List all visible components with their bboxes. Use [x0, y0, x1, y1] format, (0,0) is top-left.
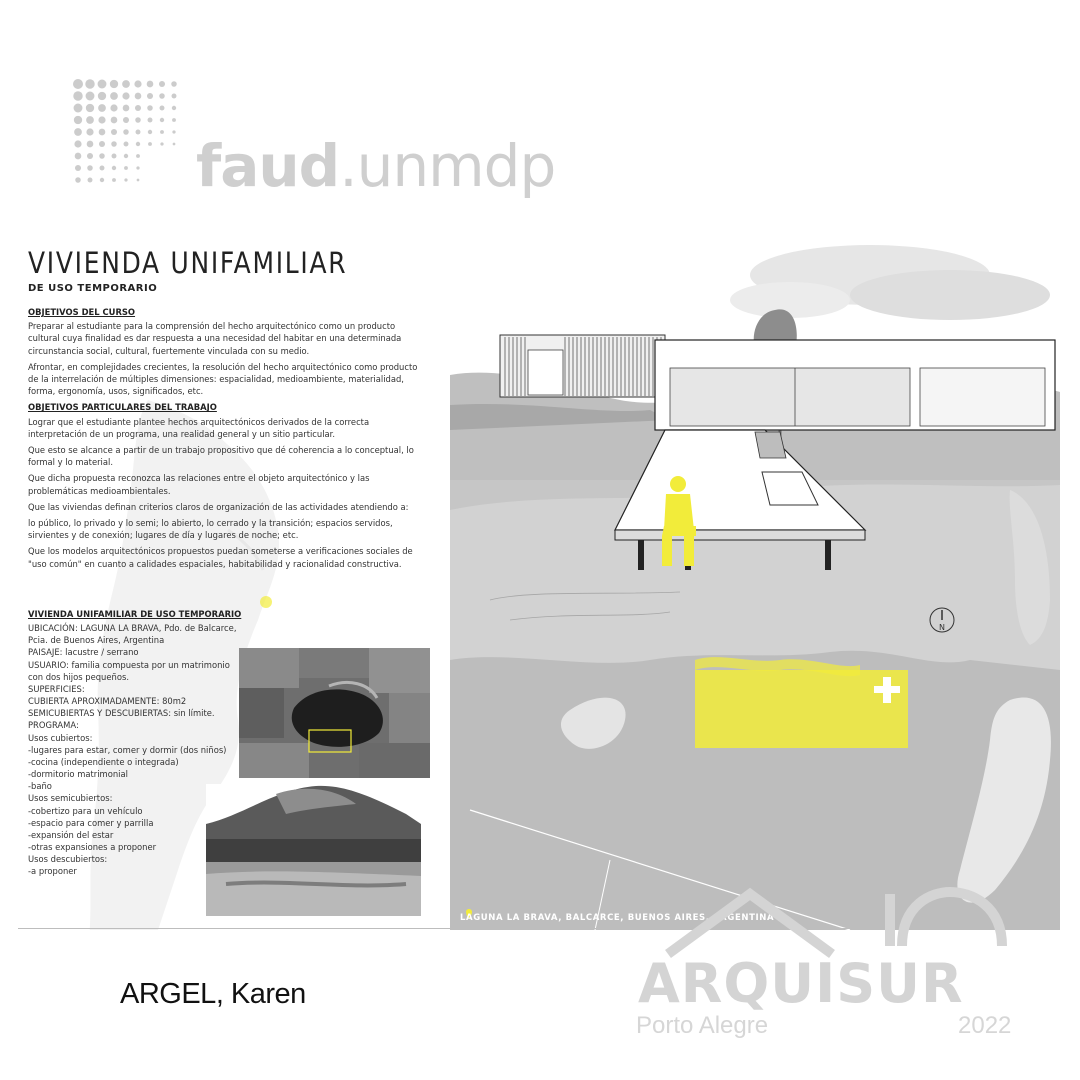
spec-line: SUPERFICIES: [28, 683, 85, 694]
logo-dot [87, 165, 93, 171]
spec-line: SEMICUBIERTAS Y DESCUBIERTAS: sin límite. [28, 708, 215, 719]
spec-line: UBICACIÓN: LAGUNA LA BRAVA, Pdo. de Balcarce, [28, 623, 237, 634]
objective-paragraph: Preparar al estudiante para la comprensión del hecho arquitectónico como un producto cultural cuya finalidad es dar respuesta a una necesidad del habitar en una determinada circunstancia social, cultural, fuertemente vinculada con su medio. [28, 321, 402, 356]
logo-dot [86, 92, 95, 101]
logo-dot [135, 117, 141, 123]
logo-dot [124, 166, 128, 170]
logo-dot [100, 178, 104, 182]
logo-dot [136, 166, 139, 169]
logo-dot [110, 80, 118, 88]
logo-dot [135, 93, 142, 100]
arquisur-city: Porto Alegre [636, 1012, 769, 1039]
particular-paragraph: Que los modelos arquitectónicos propuestos puedan someterse a verificaciones sociales de "uso común" en cuanto a calidades espaciales, habitabilidad y racionalidad constructiva. [28, 546, 413, 569]
spec-line: -a proponer [28, 866, 77, 877]
logo-dot [172, 118, 176, 122]
author-name: ARGEL, Karen [120, 978, 306, 1010]
logo-dot [75, 153, 82, 160]
objectives-heading: OBJETIVOS DEL CURSO [28, 307, 136, 317]
spec-line: -dormitorio matrimonial [28, 769, 128, 780]
logo-dot [86, 116, 94, 124]
logo-dot [135, 105, 141, 111]
logo-dot [86, 104, 94, 112]
project-board [18, 240, 1060, 930]
spec-line: -expansión del estar [28, 829, 114, 840]
spec-line: Usos descubiertos: [28, 854, 108, 865]
spec-line: Usos semicubiertos: [28, 793, 113, 804]
spec-line: con dos hijos pequeños. [28, 671, 129, 682]
logo-dot [123, 129, 129, 135]
logo-dot [160, 118, 164, 122]
logo-dot [73, 79, 83, 89]
logo-dot [173, 143, 176, 146]
logo-dot [147, 93, 153, 99]
logo-dot [99, 141, 105, 147]
logo-dot [98, 80, 107, 89]
logo-dot [147, 105, 153, 111]
logo-dot [136, 142, 140, 146]
particular-paragraph: Que dicha propuesta reconozca las relaciones entre el objeto arquitectónico y las problemáticas medioambientales. [28, 473, 370, 496]
spec-line: PAISAJE: lacustre / serrano [28, 647, 139, 658]
logo-dot [87, 153, 93, 159]
spec-line: -baño [28, 781, 52, 792]
logo-dot [112, 166, 116, 170]
spec-line: -otras expansiones a proponer [28, 841, 157, 852]
logo-dot [73, 91, 82, 100]
arquisur-year: 2022 [958, 1012, 1012, 1039]
lake-photo [206, 784, 421, 916]
arquisur-wordmark: ARQUISUR [638, 952, 964, 1015]
particular-paragraph: Que esto se alcance a partir de un trabajo propositivo que dé coherencia a lo conceptual, lo formal y lo material. [28, 445, 414, 468]
logo-dot [98, 104, 106, 112]
logo-dot [88, 178, 93, 183]
particular-objectives-heading: OBJETIVOS PARTICULARES DEL TRABAJO [28, 402, 217, 413]
logo-dot [148, 118, 153, 123]
spec-line: PROGRAMA: [28, 720, 79, 731]
logo-dot [74, 116, 82, 124]
logo-dot [148, 130, 152, 134]
spec-line: -lugares para estar, comer y dormir (dos niños) [28, 744, 227, 755]
logo-dot [134, 80, 141, 87]
logo-dot [160, 130, 164, 134]
logo-dot [172, 130, 175, 133]
logo-dot [124, 142, 129, 147]
logo-dot [99, 153, 105, 159]
spec-line: CUBIERTA APROXIMADAMENTE: 80m2 [28, 696, 187, 707]
spec-line: Pcia. de Buenos Aires, Argentina [28, 635, 165, 646]
logo-dot [136, 130, 141, 135]
spec-line: -cobertizo para un vehículo [28, 805, 143, 816]
logo-dot [111, 129, 117, 135]
logo-dot [159, 81, 165, 87]
logo-dot [85, 79, 94, 88]
logo-dot [86, 128, 93, 135]
logo-dot [110, 92, 118, 100]
logo-dot [137, 179, 140, 182]
logo-dot [111, 117, 118, 124]
logo-dot [124, 178, 127, 181]
spec-heading: VIVIENDA UNIFAMILIAR DE USO TEMPORARIO [28, 609, 242, 619]
logo-dot [147, 81, 154, 88]
particular-paragraph: Lograr que el estudiante plantee hechos arquitectónicos derivados de la correcta interpretación de un programa, una realidad general y un sitio particular. [28, 416, 370, 439]
logo-dot [160, 106, 165, 111]
board-title: VIVIENDA UNIFAMILIAR [28, 246, 348, 280]
aerial-photo [239, 648, 430, 778]
logo-dot [98, 92, 106, 100]
faud-logo-dots [72, 78, 182, 188]
particular-paragraph: lo público, lo privado y lo semi; lo abierto, lo cerrado y la transición; espacios servidos, sirvientes y de conexión; lugares de día y lugares de noche; etc. [28, 518, 393, 541]
spec-line: -espacio para comer y parrilla [28, 817, 154, 828]
logo-dot [172, 106, 176, 110]
logo-dot [110, 104, 117, 111]
logo-dot [122, 80, 130, 88]
logo-dot [75, 165, 81, 171]
logo-dot [123, 117, 129, 123]
logo-dot [123, 105, 130, 112]
logo-dot [112, 178, 116, 182]
board-subtitle: DE USO TEMPORARIO [28, 283, 158, 294]
logo-dot [98, 116, 105, 123]
logo-dot [87, 141, 94, 148]
logo-dot [159, 93, 165, 99]
objective-paragraph: Afrontar, en complejidades crecientes, la resolución del hecho arquitectónico como producto de la interrelación de múltiples dimensiones: espacialidad, medioambiente, materialidad, forma, ergonomía, usos, significados, etc. [28, 361, 418, 397]
north-label: N [939, 623, 945, 632]
site-drawing [450, 240, 1060, 930]
logo-dot [74, 128, 82, 136]
logo-dot [99, 129, 106, 136]
faud-logo-wordmark: faud.unmdp [196, 132, 556, 200]
logo-dot [124, 154, 128, 158]
location-caption: LAGUNA LA BRAVA, BALCARCE, BUENOS AIRES, ARGENTINA [460, 913, 775, 923]
logo-dot [100, 166, 105, 171]
objectives-text [28, 302, 420, 574]
logo-dot [74, 104, 83, 113]
logo-dot [136, 154, 140, 158]
logo-dot [171, 81, 177, 87]
particular-paragraph: Que las viviendas definan criterios claros de organización de las actividades atendiendo a: [28, 501, 409, 512]
logo-dot [160, 142, 163, 145]
logo-dot [75, 177, 81, 183]
logo-dot [122, 92, 129, 99]
logo-dot [74, 140, 81, 147]
spec-line: USUARIO: familia compuesta por un matrimonio [28, 659, 230, 670]
logo-dot [148, 142, 152, 146]
spec-line: -cocina (independiente o integrada) [28, 756, 179, 767]
logo-dot [112, 154, 117, 159]
logo-dot [172, 94, 177, 99]
spec-line: Usos cubiertos: [28, 732, 93, 743]
logo-dot [111, 141, 117, 147]
